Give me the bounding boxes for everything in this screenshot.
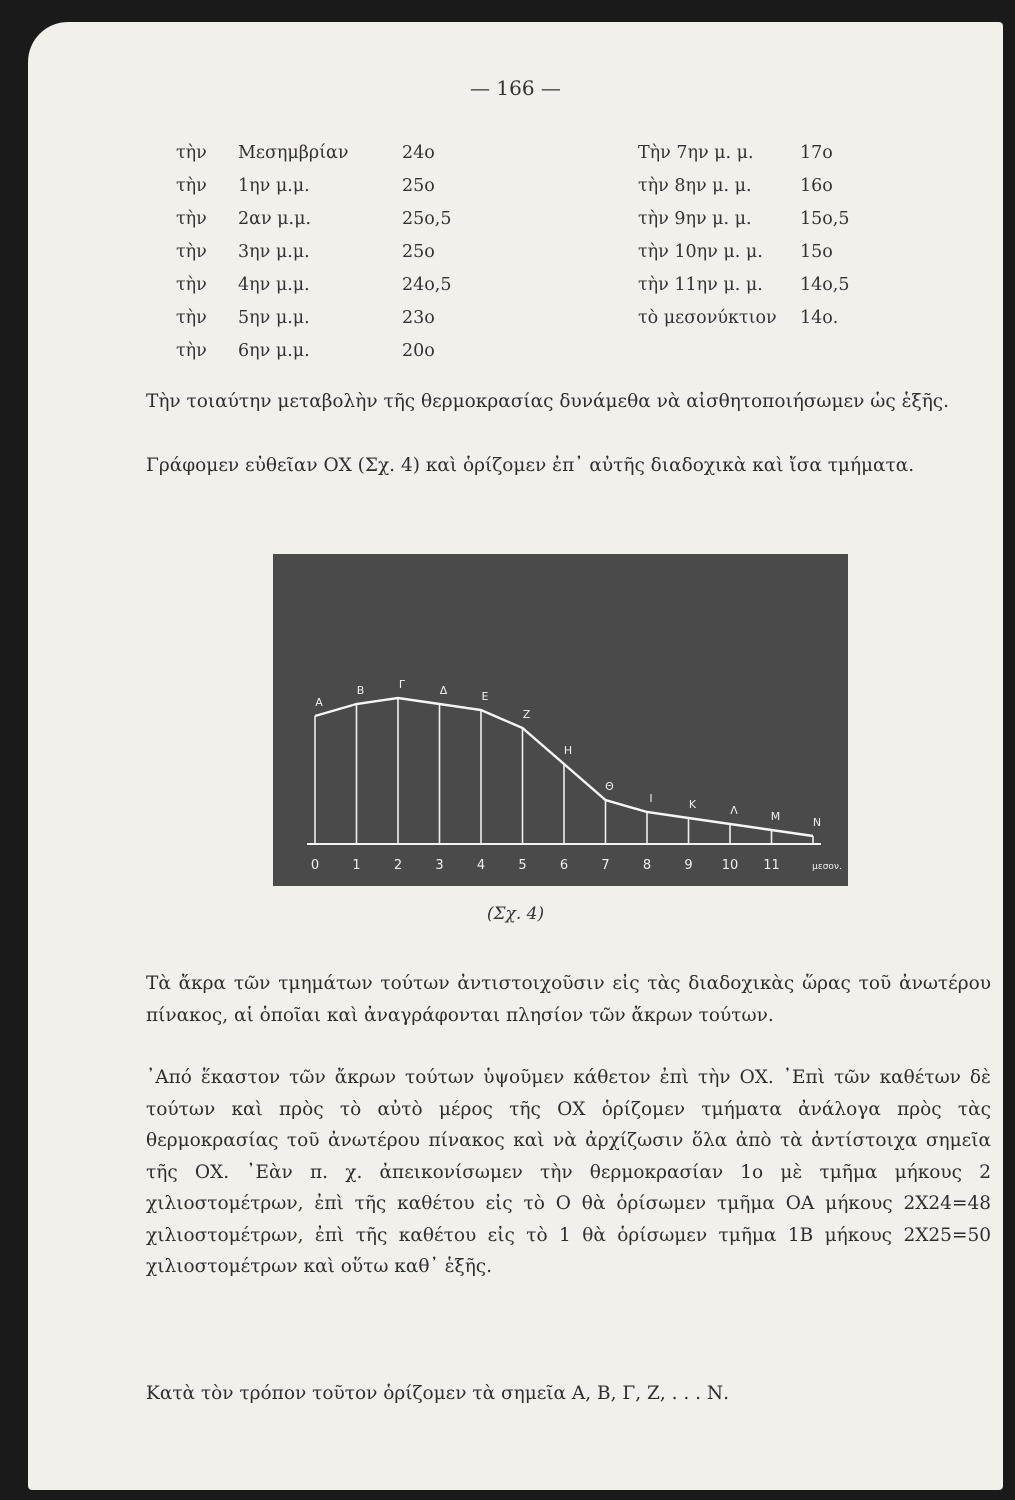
- hour-label: 7: [601, 858, 610, 873]
- row-temp: 24ο,5: [402, 274, 452, 295]
- point-label: Α: [315, 696, 323, 709]
- point-label: Γ: [398, 678, 406, 691]
- hour-label: 9: [684, 858, 693, 873]
- row-time: 5ην μ.μ.: [238, 307, 310, 328]
- hour-label: μεσον.: [812, 862, 842, 872]
- row-temp: 25ο,5: [402, 208, 452, 229]
- row-time: 1ην μ.μ.: [238, 175, 310, 196]
- paragraph: Κατὰ τὸν τρόπον τοῦτον ὁρίζομεν τὰ σημεῖα Α, Β, Γ, Ζ, . . . Ν.: [146, 1383, 729, 1404]
- table-row: [176, 202, 452, 235]
- point-label: Θ: [605, 780, 614, 793]
- row-temp: 25ο: [402, 175, 435, 196]
- hour-label: 11: [763, 858, 780, 873]
- row-article: τὴν: [176, 208, 207, 229]
- row-article: τὴν: [176, 274, 207, 295]
- point-label: Ε: [481, 690, 489, 703]
- row-temp: 14ο,5: [800, 274, 850, 295]
- hour-label: 3: [435, 858, 444, 873]
- point-label: Δ: [439, 684, 448, 697]
- temperature-graph-figure: [273, 554, 848, 886]
- table-row: [176, 136, 452, 169]
- temperature-table-left: [176, 136, 452, 367]
- temperature-graph: [273, 554, 848, 886]
- row-temp: 17ο: [800, 142, 833, 163]
- row-article: τὴν: [176, 142, 207, 163]
- row-time: 3ην μ.μ.: [238, 241, 310, 262]
- hour-label: 2: [393, 858, 403, 873]
- table-row: [638, 301, 850, 334]
- row-temp: 15ο: [800, 241, 833, 262]
- hour-label: 1: [352, 858, 361, 873]
- row-article: τὴν: [176, 241, 207, 262]
- point-label: Κ: [688, 798, 697, 811]
- row-temp: 24ο: [402, 142, 435, 163]
- point-label: Ν: [812, 816, 822, 829]
- table-row: [638, 235, 850, 268]
- table-row: [176, 235, 452, 268]
- point-label: Ζ: [522, 708, 531, 721]
- hour-label: 10: [721, 858, 739, 873]
- book-page: [28, 22, 1003, 1490]
- table-row: [176, 169, 452, 202]
- point-label: Λ: [730, 804, 738, 817]
- row-time: 2αν μ.μ.: [238, 208, 312, 229]
- row-temp: 15ο,5: [800, 208, 850, 229]
- row-article: τὴν: [176, 307, 207, 328]
- hour-label: 8: [642, 858, 652, 873]
- table-row: [638, 202, 850, 235]
- row-temp: 20ο: [402, 340, 435, 361]
- point-label: Ι: [649, 792, 653, 805]
- row-time: τὴν 9ην μ. μ.: [638, 208, 752, 229]
- figure-caption: (Σχ. 4): [486, 904, 545, 924]
- row-time: 4ην μ.μ.: [238, 274, 310, 295]
- hour-label: 6: [559, 858, 569, 873]
- row-article: τὴν: [176, 340, 207, 361]
- table-row: [176, 268, 452, 301]
- point-label: Μ: [770, 810, 781, 823]
- row-temp: 23ο: [402, 307, 435, 328]
- row-temp: 14ο.: [800, 307, 839, 328]
- row-time: Μεσημβρίαν: [238, 142, 349, 163]
- row-time: τὴν 10ην μ. μ.: [638, 241, 763, 262]
- row-time: τὴν 11ην μ. μ.: [638, 274, 763, 295]
- table-row: [176, 301, 452, 334]
- hour-label: 5: [518, 858, 527, 873]
- table-row: [638, 169, 850, 202]
- hour-label: 4: [476, 858, 486, 873]
- row-time: τὴν 8ην μ. μ.: [638, 175, 752, 196]
- row-article: τὴν: [176, 175, 207, 196]
- point-label: Β: [356, 684, 365, 697]
- paragraph: Τὰ ἄκρα τῶν τμημάτων τούτων ἀντιστοιχοῦσιν εἰς τὰς διαδοχικὰς ὥρας τοῦ ἀνωτέρου πίνακος, αἱ ὁποῖαι καὶ ἀναγράφονται πλησίον τῶν ἄκρων τούτων.: [146, 973, 991, 1026]
- row-temp: 25ο: [402, 241, 435, 262]
- page-number: — 166 —: [470, 76, 561, 100]
- paragraph: ᾿Από ἕκαστον τῶν ἄκρων τούτων ὑψοῦμεν κάθετον ἐπὶ τὴν ΟΧ. ᾿Επὶ τῶν καθέτων δὲ τούτων καὶ πρὸς τὸ αὐτὸ μέρος τῆς ΟΧ ὁρίζομεν τμήματα ἀνάλογα πρὸς τὰς θερμοκρασίας τοῦ ἀνωτέρου πίνακος καὶ νὰ ἀρχίζωσιν ὅλα ἀπὸ τὰ ἀντίστοιχα σημεῖα τῆς ΟΧ. ᾿Εὰν π. χ. ἀπεικονίσωμεν τὴν θερμοκρασίαν 1ο μὲ τμῆμα μήκους 2 χιλιοστομέτρων, ἐπὶ τῆς καθέτου εἰς τὸ Ο θὰ ὁρίσωμεν τμῆμα ΟΑ μήκους 2Χ24=48 χιλιοστομέτρων, ἐπὶ τῆς καθέτου εἰς τὸ 1 θὰ ὁρίσωμεν τμῆμα 1Β μήκους 2Χ25=50 χιλιοστομέτρων καὶ οὕτω καθ᾿ ἑξῆς.: [146, 1067, 991, 1277]
- paragraph: Τὴν τοιαύτην μεταβολὴν τῆς θερμοκρασίας δυνάμεθα νὰ αἰσθητοποιήσωμεν ὡς ἑξῆς.: [146, 391, 950, 412]
- table-row: [638, 136, 850, 169]
- row-time: Τὴν 7ην μ. μ.: [638, 142, 754, 163]
- table-row: [638, 268, 850, 301]
- hour-label: 0: [310, 858, 320, 873]
- point-label: Η: [563, 744, 573, 757]
- row-temp: 16ο: [800, 175, 833, 196]
- table-row: [176, 334, 452, 367]
- temperature-table-right: [638, 136, 850, 334]
- paragraph: Γράφομεν εὐθεῖαν ΟΧ (Σχ. 4) καὶ ὁρίζομεν ἐπ᾿ αὐτῆς διαδοχικὰ καὶ ἴσα τμήματα.: [146, 455, 915, 476]
- row-time: τὸ μεσονύκτιον: [638, 307, 777, 328]
- row-time: 6ην μ.μ.: [238, 340, 310, 361]
